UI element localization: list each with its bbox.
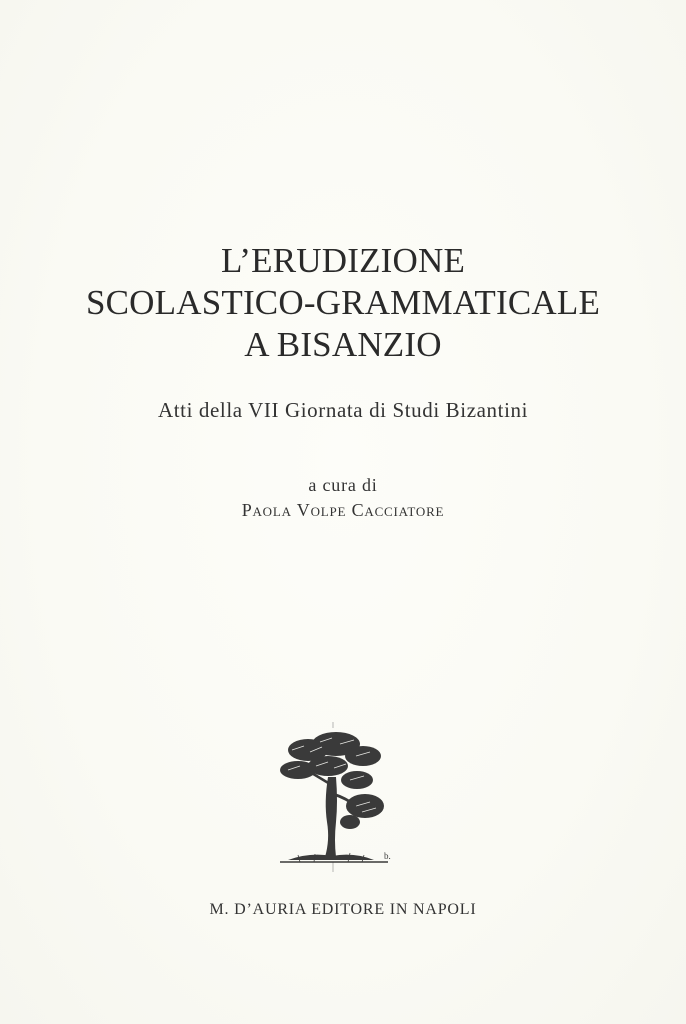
publisher-imprint: M. D’AURIA EDITORE IN NAPOLI bbox=[209, 901, 477, 918]
subtitle: Atti della VII Giornata di Studi Bizantini bbox=[157, 398, 529, 422]
editor-name: Paola Volpe Cacciatore bbox=[241, 500, 445, 520]
editor-label: a cura di bbox=[308, 475, 378, 495]
emblem-signature: b. bbox=[384, 851, 391, 861]
tree-emblem-icon bbox=[270, 722, 400, 872]
title-line-2: SCOLASTICO-GRAMMATICALE bbox=[85, 283, 601, 322]
title-line-1: L’ERUDIZIONE bbox=[220, 241, 466, 280]
book-title bbox=[0, 240, 686, 366]
title-line-3: A BISANZIO bbox=[244, 325, 442, 364]
